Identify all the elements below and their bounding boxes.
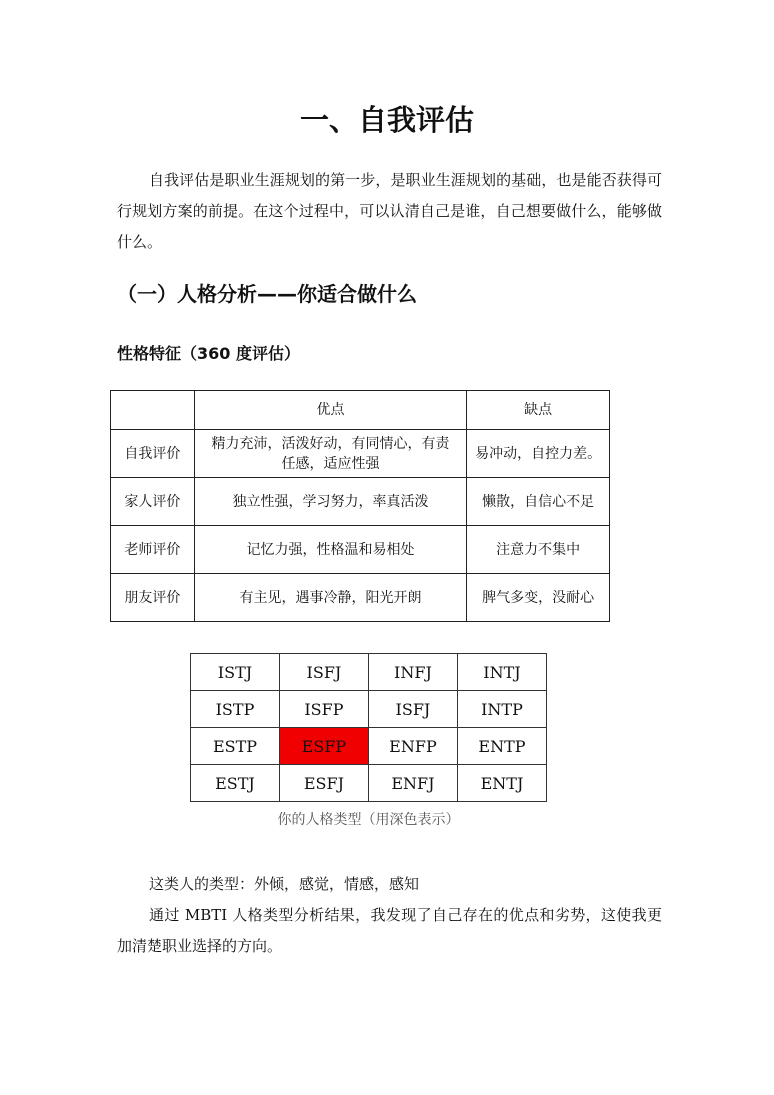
mbti-type-cell: ESTJ [191,765,280,802]
table-cell-weaknesses: 脾气多变，没耐心 [467,574,610,622]
table-row [111,526,610,574]
table-row [111,574,610,622]
mbti-caption: 你的人格类型（用深色表示） [277,812,460,828]
mbti-type-cell: INTP [457,691,546,728]
mbti-type-cell: ISFJ [368,691,457,728]
mbti-type-cell: ESTP [191,728,280,765]
table-cell-strengths: 独立性强，学习努力，率真活泼 [194,478,466,526]
mbti-grid [190,653,547,802]
section-heading: （一）人格分析——你适合做什么 [117,282,417,306]
table-cell-source: 朋友评价 [111,574,195,622]
mbti-type-cell: ISTP [191,691,280,728]
table-cell-weaknesses: 懒散，自信心不足 [467,478,610,526]
mbti-row [191,654,547,691]
mbti-type-cell: ISFP [279,691,368,728]
table-header-row [111,391,610,430]
table-cell-source: 家人评价 [111,478,195,526]
mbti-type-cell: ESFP [279,728,368,765]
page-title: 一、自我评估 [299,103,474,137]
table-cell-source: 老师评价 [111,526,195,574]
table-row [111,478,610,526]
table-cell-strengths: 记忆力强，性格温和易相处 [194,526,466,574]
intro-paragraph: 自我评估是职业生涯规划的第一步，是职业生涯规划的基础，也是能否获得可行规划方案的前提。在这个过程中，可以认清自己是谁，自己想要做什么，能够做什么。 [117,171,662,251]
conclusion-line-1: 这类人的类型：外倾，感觉，情感，感知 [149,875,420,893]
evaluation-table [110,390,610,622]
mbti-type-cell: ENFJ [368,765,457,802]
section-subheading: 性格特征（360 度评估） [117,344,300,363]
mbti-type-cell: ESFJ [279,765,368,802]
mbti-type-cell: INTJ [457,654,546,691]
table-row [111,430,610,478]
mbti-row [191,765,547,802]
mbti-type-cell: ISFJ [279,654,368,691]
table-cell-strengths: 有主见，遇事冷静，阳光开朗 [194,574,466,622]
table-header-cell: 优点 [194,391,466,430]
table-cell-weaknesses: 注意力不集中 [467,526,610,574]
mbti-row [191,691,547,728]
table-cell-strengths: 精力充沛，活泼好动，有同情心，有责任感，适应性强 [194,430,466,478]
table-header-cell: 缺点 [467,391,610,430]
mbti-type-cell: ENTJ [457,765,546,802]
table-header-cell [111,391,195,430]
table-cell-source: 自我评价 [111,430,195,478]
mbti-type-cell: ENTP [457,728,546,765]
conclusion-line-2: 通过 MBTI 人格类型分析结果，我发现了自己存在的优点和劣势，这使我更加清楚职业选择的方向。 [117,906,662,955]
mbti-row [191,728,547,765]
mbti-type-cell: ENFP [368,728,457,765]
mbti-type-cell: ISTJ [191,654,280,691]
table-cell-weaknesses: 易冲动，自控力差。 [467,430,610,478]
mbti-type-cell: INFJ [368,654,457,691]
